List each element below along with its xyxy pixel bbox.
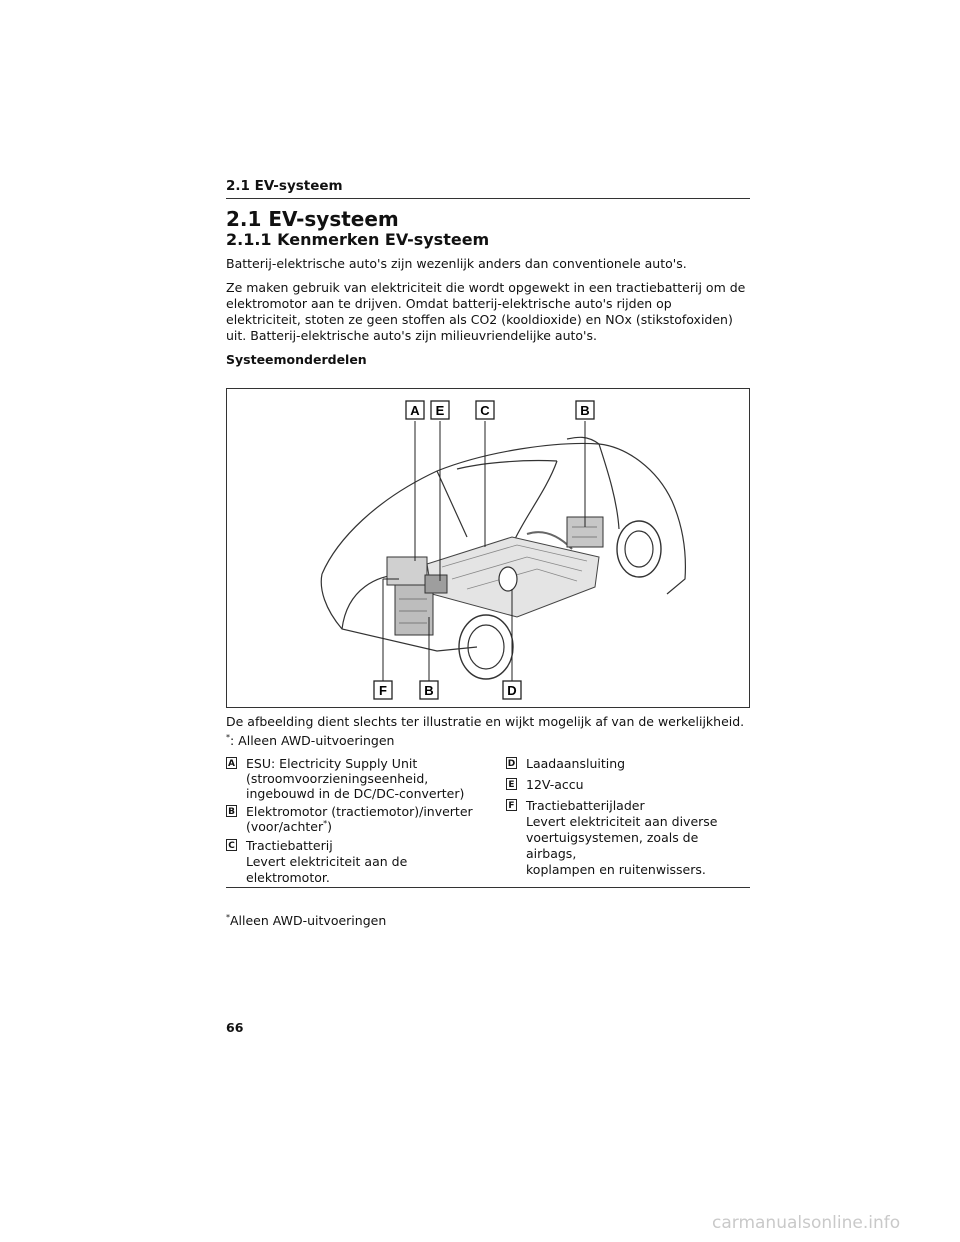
legend-c-line3: elektromotor. — [246, 870, 330, 885]
legend-f-line3: voertuigsystemen, zoals de airbags, — [526, 830, 699, 861]
legend-item-a — [226, 756, 486, 801]
footnote: *Alleen AWD-uitvoeringen — [226, 912, 387, 928]
legend-item-e — [506, 777, 750, 792]
legend-e-line1: 12V-accu — [526, 777, 584, 792]
legend-item-f — [506, 798, 750, 878]
legend-item-b — [226, 804, 486, 834]
legend-key-e: E — [506, 778, 517, 790]
legend-f-line1: Tractiebatterijlader — [526, 798, 645, 813]
callout-e — [431, 401, 449, 419]
car-diagram — [227, 389, 751, 709]
legend-key-c: C — [226, 839, 237, 851]
legend-c-line2: Levert elektriciteit aan de — [246, 854, 408, 869]
callout-a-label: A — [410, 403, 420, 418]
intro-paragraph: Batterij-elektrische auto's zijn wezenlijk anders dan conventionele auto's. — [226, 256, 687, 271]
callout-c — [476, 401, 494, 419]
callout-d — [503, 681, 521, 699]
callout-b-top-label: B — [580, 403, 590, 418]
legend-a-line1: ESU: Electricity Supply Unit — [246, 756, 418, 771]
watermark: carmanualsonline.info — [712, 1213, 901, 1233]
legend-b-line2: (voor/achter — [246, 819, 324, 834]
callout-b-bottom — [420, 681, 438, 699]
body-paragraph: Ze maken gebruik van elektriciteit die wordt opgewekt in een tractiebatterij om de elektromotor aan te drijven. Omdat batterij-elektrische auto's rijden op elektriciteit, stoten ze geen stoffen als CO2 (kooldioxide) en NOx (stikstofoxiden) uit. Batterij-elektrische auto's zijn milieuvriendelijke auto's. — [226, 280, 746, 343]
figure-note-text: : Alleen AWD-uitvoeringen — [230, 733, 395, 748]
legend-a-line2: (stroomvoorzieningseenheid, — [246, 771, 429, 786]
page-number: 66 — [226, 1020, 244, 1035]
callout-d-label: D — [507, 683, 517, 698]
legend-key-b: B — [226, 805, 237, 817]
figure-note: *: Alleen AWD-uitvoeringen — [226, 732, 395, 748]
section-title: 2.1 EV-systeem — [226, 207, 399, 231]
callout-f-label: F — [379, 683, 387, 698]
legend-b-line1: Elektromotor (tractiemotor)/inverter — [246, 804, 473, 819]
legend-b-line2-wrap: (voor/achter*) — [246, 818, 332, 834]
legend-bottom-rule — [226, 887, 750, 888]
legend-key-f: F — [506, 799, 517, 811]
callout-f — [374, 681, 392, 699]
legend-f-line2: Levert elektriciteit aan diverse — [526, 814, 718, 829]
running-header: 2.1 EV-systeem — [226, 178, 343, 194]
legend-f-line4: koplampen en ruitenwissers. — [526, 862, 706, 877]
header-rule — [226, 198, 750, 199]
figure-caption: De afbeelding dient slechts ter illustratie en wijkt mogelijk af van de werkelijkheid. — [226, 714, 745, 729]
legend-key-a: A — [226, 757, 237, 769]
legend-item-d — [506, 756, 750, 771]
legend-a-line3: ingebouwd in de DC/DC-converter) — [246, 786, 465, 801]
callout-c-label: C — [480, 403, 490, 418]
callout-e-label: E — [435, 403, 445, 418]
footnote-text: Alleen AWD-uitvoeringen — [230, 913, 387, 928]
callout-b-top — [576, 401, 594, 419]
legend-item-c — [226, 838, 486, 886]
legend-d-line1: Laadaansluiting — [526, 756, 626, 771]
charge-port-shape — [499, 567, 517, 591]
legend-b-line2-end: ) — [327, 819, 332, 834]
subsection-title: 2.1.1 Kenmerken EV-systeem — [226, 230, 490, 249]
ev-system-illustration — [226, 388, 750, 708]
legend-c-line1: Tractiebatterij — [246, 838, 333, 853]
callout-a — [406, 401, 424, 419]
components-heading: Systeemonderdelen — [226, 352, 367, 367]
callout-b-bottom-label: B — [424, 683, 434, 698]
legend-key-d: D — [507, 759, 516, 769]
